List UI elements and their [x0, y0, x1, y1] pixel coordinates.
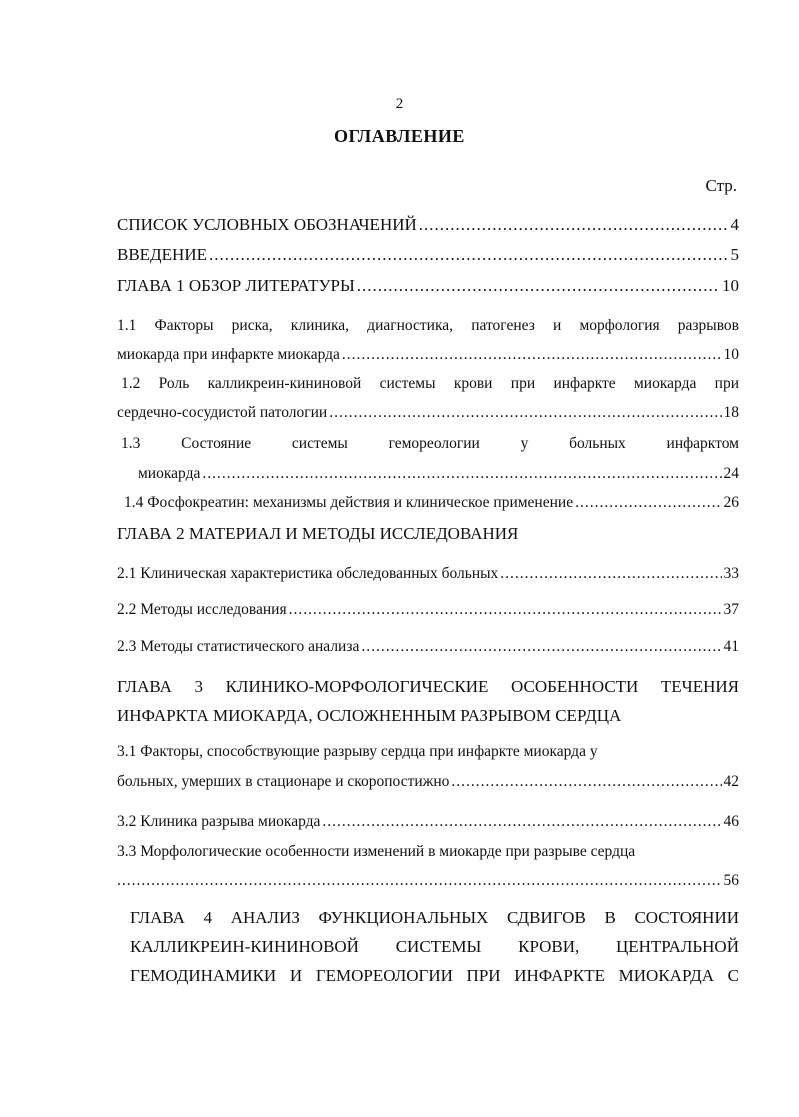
toc-entry-page: 24	[723, 465, 739, 482]
toc-entry-2-2[interactable]	[117, 601, 739, 619]
toc-entry-page: 46	[723, 813, 739, 830]
toc-entry-1-2[interactable]	[117, 404, 739, 422]
toc-entry-page: 18	[723, 404, 739, 421]
toc-entry-chapter-1[interactable]	[117, 276, 739, 296]
toc-entry-1-1-line1: 1.1 Факторы риска, клиника, диагностика, патогенез и морфология разрывов	[117, 317, 739, 334]
toc-entry-label: сердечно-сосудистой патологии	[117, 404, 328, 421]
toc-word: больных	[569, 435, 626, 452]
toc-entry-page: 4	[730, 215, 739, 234]
toc-entry-page: 33	[723, 565, 739, 582]
toc-entry-1-2-line1: 1.2 Роль калликреин-кининовой системы крови при инфаркте миокарда при	[121, 375, 739, 392]
toc-leader-dots	[419, 215, 729, 235]
toc-leader-dots	[117, 872, 722, 890]
toc-leader-dots	[342, 346, 722, 364]
toc-word: системы	[291, 435, 348, 452]
toc-entry-label: 2.2 Методы исследования	[117, 601, 287, 618]
toc-entry-chapter-3-line1[interactable]: ГЛАВА 3 КЛИНИКО-МОРФОЛОГИЧЕСКИЕ ОСОБЕННОСТИ ТЕЧЕНИЯ	[117, 677, 739, 696]
toc-entry-2-3[interactable]	[117, 638, 739, 656]
toc-word: Состояние	[181, 435, 252, 452]
toc-word: гемореологии	[388, 435, 480, 452]
toc-entry-chapter-4-line3: ГЕМОДИНАМИКИ И ГЕМОРЕОЛОГИИ ПРИ ИНФАРКТЕ МИОКАРДА С	[130, 966, 739, 985]
toc-entry-3-3-line1: 3.3 Морфологические особенности изменений в миокарде при разрыве сердца	[117, 843, 636, 860]
toc-word: у	[520, 435, 529, 452]
page-number: 2	[395, 96, 404, 112]
toc-entry-abbreviations[interactable]	[117, 215, 739, 235]
toc-leader-dots	[209, 245, 729, 265]
toc-entry-1-4[interactable]	[124, 494, 739, 512]
toc-entry-label: 3.2 Клиника разрыва миокарда	[117, 813, 321, 830]
toc-leader-dots	[361, 638, 721, 656]
toc-entry-chapter-4-line2: КАЛЛИКРЕИН-КИНИНОВОЙ СИСТЕМЫ КРОВИ, ЦЕНТРАЛЬНОЙ	[130, 937, 739, 956]
toc-leader-dots	[289, 601, 722, 619]
toc-entry-page: 37	[723, 601, 739, 618]
toc-entry-page: 42	[723, 773, 739, 790]
toc-entry-label: 2.1 Клиническая характеристика обследованных больных	[117, 565, 499, 582]
toc-entry-3-1[interactable]	[117, 773, 739, 791]
toc-entry-introduction[interactable]	[117, 245, 739, 265]
toc-entry-label: ВВЕДЕНИЕ	[117, 245, 207, 264]
toc-leader-dots	[575, 494, 721, 512]
toc-entry-chapter-3-line2: ИНФАРКТА МИОКАРДА, ОСЛОЖНЕННЫМ РАЗРЫВОМ СЕРДЦА	[117, 706, 622, 725]
toc-entry-3-1-line1: 3.1 Факторы, способствующие разрыву сердца при инфаркте миокарда у	[117, 743, 598, 760]
toc-entry-label: больных, умерших в стационаре и скоропостижно	[117, 773, 450, 790]
toc-entry-page: 10	[722, 276, 739, 295]
toc-leader-dots	[451, 773, 721, 791]
toc-leader-dots	[202, 465, 721, 483]
toc-word: инфарктом	[666, 435, 739, 452]
toc-entry-1-3[interactable]	[138, 465, 739, 483]
toc-entry-1-3-line1	[121, 435, 739, 453]
page-title: ОГЛАВЛЕНИЕ	[334, 126, 465, 146]
toc-leader-dots	[322, 813, 721, 831]
toc-entry-page: 26	[723, 494, 739, 511]
toc-leader-dots	[329, 404, 721, 422]
toc-entry-3-2[interactable]	[117, 813, 739, 831]
toc-entry-1-1[interactable]	[117, 346, 739, 364]
toc-entry-page: 56	[723, 872, 739, 889]
page-column-label: Стр.	[705, 176, 737, 195]
toc-entry-3-3[interactable]	[117, 872, 739, 890]
toc-entry-page: 5	[730, 245, 739, 264]
toc-word: 1.3	[121, 435, 141, 452]
toc-entry-2-1[interactable]	[117, 565, 739, 583]
toc-leader-dots	[500, 565, 721, 583]
toc-entry-chapter-2[interactable]: ГЛАВА 2 МАТЕРИАЛ И МЕТОДЫ ИССЛЕДОВАНИЯ	[117, 524, 519, 543]
toc-leader-dots	[357, 276, 720, 296]
toc-entry-label: миокарда	[138, 465, 201, 482]
toc-entry-page: 41	[723, 638, 739, 655]
toc-entry-label: СПИСОК УСЛОВНЫХ ОБОЗНАЧЕНИЙ	[117, 215, 417, 234]
toc-entry-label: ГЛАВА 1 ОБЗОР ЛИТЕРАТУРЫ	[117, 276, 355, 295]
toc-entry-chapter-4-line1[interactable]: ГЛАВА 4 АНАЛИЗ ФУНКЦИОНАЛЬНЫХ СДВИГОВ В СОСТОЯНИИ	[130, 908, 739, 927]
toc-entry-label: миокарда при инфаркте миокарда	[117, 346, 340, 363]
toc-entry-label: 2.3 Методы статистического анализа	[117, 638, 360, 655]
toc-entry-page: 10	[723, 346, 739, 363]
toc-entry-label: 1.4 Фосфокреатин: механизмы действия и клиническое применение	[124, 494, 574, 511]
